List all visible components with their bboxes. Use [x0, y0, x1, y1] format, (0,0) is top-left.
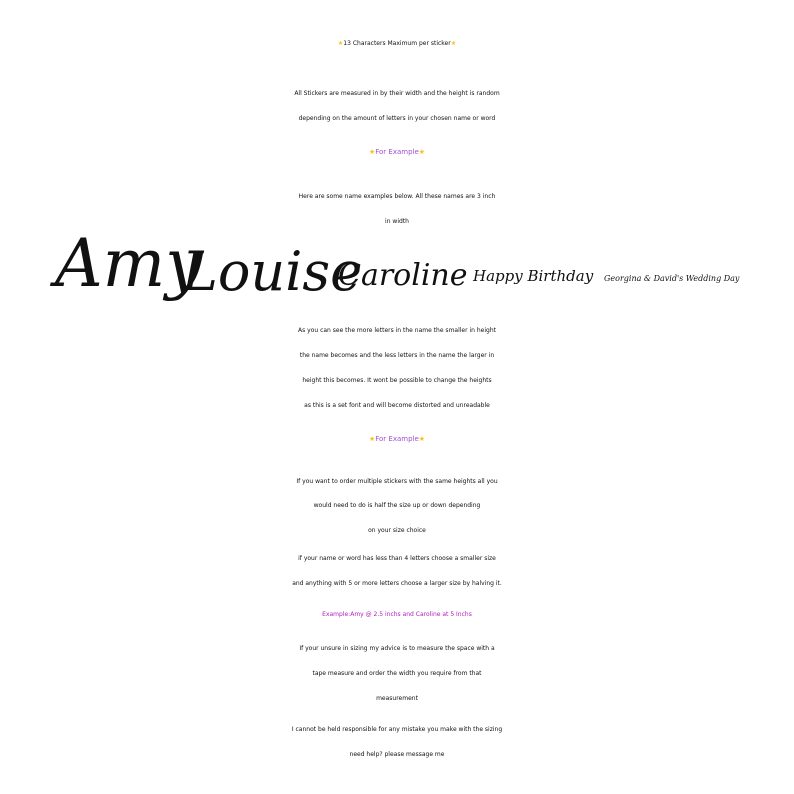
- max-characters-text: 13 Characters Maximum per sticker: [343, 40, 451, 47]
- multiple-line-3: on your size choice: [368, 527, 426, 534]
- star-icon: ★: [418, 435, 426, 443]
- example-heading-text: For Example: [375, 435, 419, 443]
- explanation-line-2: the name becomes and the less letters in the name the larger in: [299, 352, 495, 359]
- star-icon: ★: [418, 148, 426, 156]
- multiple-line-1: If you want to order multiple stickers with the same heights all you: [296, 478, 498, 485]
- star-icon: ★: [368, 148, 376, 156]
- example-heading-text: For Example: [375, 148, 419, 156]
- name-example-wedding-day: Georgina & David's Wedding Day: [604, 274, 740, 283]
- star-icon: ★: [337, 40, 344, 47]
- example-heading-2: [0, 436, 794, 443]
- explanation-line-3: height this becomes. It wont be possible to change the heights: [302, 377, 492, 384]
- name-examples: [0, 225, 794, 330]
- letters-rule-line-1: if your name or word has less than 4 letters choose a smaller size: [298, 555, 496, 562]
- intro-line-2: depending on the amount of letters in your chosen name or word: [298, 115, 496, 122]
- advice-line-2: tape measure and order the width you require from that: [312, 670, 482, 677]
- disclaimer-line-2: need help? please message me: [349, 751, 445, 758]
- sizing-example: Example:Amy @ 2.5 inchs and Caroline at 5 Inchs: [322, 611, 472, 618]
- star-icon: ★: [368, 435, 376, 443]
- name-example-happy-birthday: Happy Birthday: [473, 267, 594, 285]
- multiple-line-2: would need to do is half the size up or down depending: [313, 502, 481, 509]
- max-characters-notice: [0, 41, 794, 47]
- example-heading-1: [0, 149, 794, 156]
- disclaimer-line-1: I cannot be held responsible for any mistake you make with the sizing: [291, 726, 503, 733]
- names-intro-line-2: in width: [385, 218, 409, 225]
- name-example-caroline: Caroline: [338, 258, 468, 293]
- star-icon: ★: [450, 40, 457, 47]
- name-example-amy: Amy: [55, 225, 203, 302]
- explanation-line-4: as this is a set font and will become distorted and unreadable: [304, 402, 490, 409]
- explanation-line-1: As you can see the more letters in the name the smaller in height: [298, 327, 496, 334]
- names-intro-line-1: Here are some name examples below. All these names are 3 inch: [298, 193, 496, 200]
- letters-rule-line-2: and anything with 5 or more letters choose a larger size by halving it.: [292, 580, 502, 587]
- name-example-louise: Louise: [182, 240, 363, 303]
- intro-line-1: All Stickers are measured in by their width and the height is random: [294, 90, 500, 97]
- advice-line-1: If your unsure in sizing my advice is to measure the space with a: [299, 645, 495, 652]
- advice-line-3: measurement: [376, 695, 418, 702]
